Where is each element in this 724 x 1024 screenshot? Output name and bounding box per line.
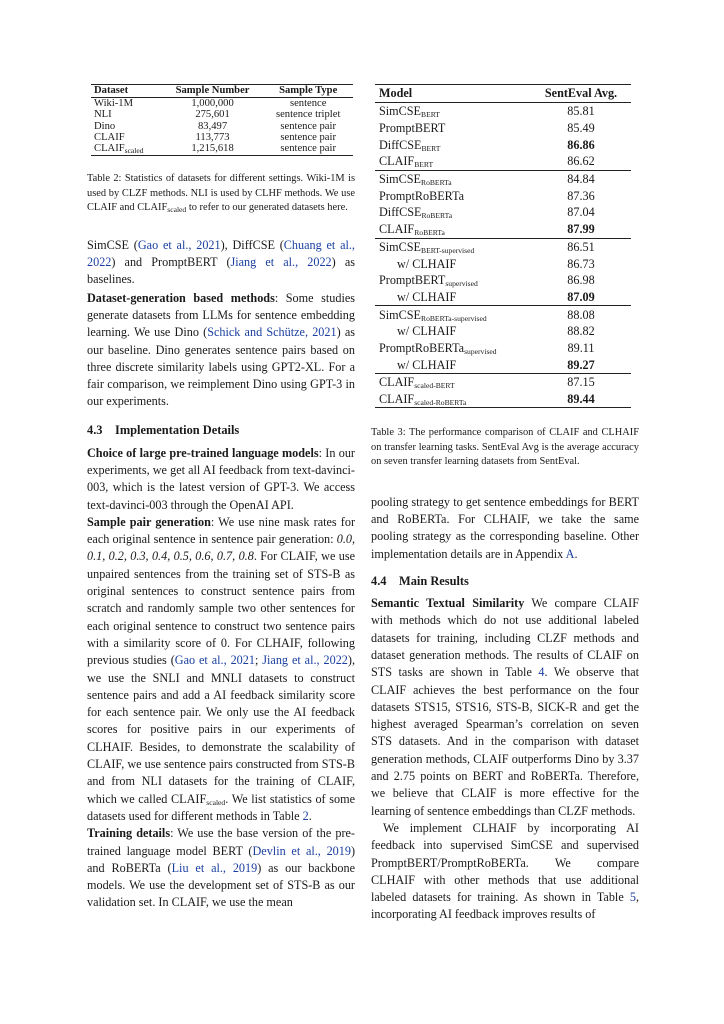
table-3 bbox=[375, 84, 631, 408]
table-row bbox=[375, 391, 631, 408]
table3-cell-model: SimCSE$_{RoBERTa}$ bbox=[375, 170, 531, 187]
table-row bbox=[375, 356, 631, 373]
paragraph-training-details: Training details: We use the base version of the pre-trained language model BERT (Devlin et al., 2019) and RoBERTa (Liu et al., 2019) as our backbone models. We use the development set of STS-B as our validation set. In CLAIF, we use the mean bbox=[87, 826, 356, 910]
table3-cell-avg: 89.44 bbox=[531, 391, 631, 408]
table3-cell-avg: 89.27 bbox=[567, 357, 595, 372]
paragraph-baselines: SimCSE (Gao et al., 2021), DiffCSE (Chuang et al., 2022) and PromptBERT (Jiang et al., 2022) as baselines. bbox=[87, 237, 355, 287]
table3-cell-model: PromptRoBERTa$_{supervised}$ bbox=[379, 340, 497, 356]
table2-cell-number: 113,773 bbox=[195, 131, 230, 143]
paragraph-pooling: pooling strategy to get sentence embeddings for BERT and RoBERTa. For CLHAIF, we take the same pooling strategy as the corresponding baseline. Other implementation details are in Appendix A. bbox=[371, 494, 639, 561]
table-row bbox=[91, 121, 353, 132]
table3-cell-avg: 89.11 bbox=[567, 340, 595, 355]
table3-header-model: Model bbox=[375, 85, 531, 103]
table3-cell-model: w/ CLHAIF bbox=[397, 324, 457, 339]
table3-cell-model: $CLAIF_{RoBERTa}$ bbox=[379, 222, 445, 238]
table3-cell-avg: 87.09 bbox=[567, 289, 595, 304]
table3-cell-model: w/ CLHAIF bbox=[397, 357, 457, 372]
citation-link[interactable]: Gao et al., 2021 bbox=[137, 237, 221, 252]
table-row bbox=[91, 109, 353, 120]
paragraph-clhaif: We implement CLHAIF by incorporating AI feedback into supervised SimCSE and supervised PromptBERT/PromptRoBERTa. We compare CLHAIF with other methods that use additional labeled datasets for training. As shown in Table 5, incorporating AI feedback improves results of bbox=[371, 820, 639, 922]
table-row bbox=[375, 187, 631, 204]
table3-cell-model: SimCSE$_{BERT-supervised}$ bbox=[375, 238, 531, 255]
table-row bbox=[375, 255, 631, 272]
table-row bbox=[91, 143, 353, 156]
table3-cell-avg: 86.98 bbox=[567, 273, 595, 288]
table-row bbox=[375, 272, 631, 289]
table3-cell-model: DiffCSE$_{BERT}$ bbox=[379, 137, 441, 153]
citation-link[interactable]: Liu et al., 2019 bbox=[171, 860, 258, 875]
appendix-link[interactable]: A bbox=[565, 546, 575, 561]
table-2 bbox=[91, 84, 353, 156]
table-row bbox=[375, 323, 631, 340]
table3-cell-avg: 86.73 bbox=[567, 256, 595, 271]
section-heading-4-3: 4.3 Implementation Details bbox=[87, 422, 240, 437]
citation-link[interactable]: Devlin et al., 2019 bbox=[252, 843, 351, 858]
table3-header-avg: SentEval Avg. bbox=[531, 85, 631, 103]
table3-cell-model: PromptBERT$_{supervised}$ bbox=[379, 273, 478, 289]
table2-caption: Table 2: Statistics of datasets for different settings. Wiki-1M is used by CLZF methods. NLI is used by CLHF methods. We use CLAIF and $CLAIF_{scaled}$ to refer to our generated datasets here. bbox=[87, 173, 355, 215]
table-row bbox=[375, 204, 631, 221]
table3-cell-avg: 87.36 bbox=[567, 188, 595, 203]
section-heading-4-4: 4.4 Main Results bbox=[371, 574, 469, 589]
citation-link[interactable]: Gao et al., 2021 bbox=[174, 653, 255, 668]
table-row bbox=[375, 306, 631, 323]
table3-cell-model: $CLAIF_{scaled-BERT}$ bbox=[375, 374, 531, 391]
table3-cell-model: SimCSE$_{RoBERTa-supervised}$ bbox=[375, 306, 531, 323]
table2-cell-dataset: Dino bbox=[94, 120, 116, 132]
table3-cell-model: PromptRoBERTa bbox=[379, 188, 465, 203]
table-row bbox=[375, 153, 631, 170]
table-ref-link[interactable]: 2 bbox=[302, 808, 309, 823]
table3-cell-avg: 85.49 bbox=[567, 121, 595, 136]
table3-cell-model: SimCSE$_{BERT}$ bbox=[379, 104, 440, 120]
table3-cell-avg: 86.62 bbox=[567, 154, 595, 169]
table-row bbox=[375, 170, 631, 187]
citation-link[interactable]: Jiang et al., 2022 bbox=[230, 255, 332, 270]
paragraph-sts: Semantic Textual Similarity We compare CLAIF with methods which do not use additional labeled datasets for training, including CLZF methods and dataset generation methods. The results of CLAIF on STS tasks are shown in Table 4. We observe that CLAIF achieves the best performance on the four datasets STS15, STS16, STS-B, SICK-R and get the highest averaged Spearman’s correlation on seven STS datasets. And in the comparison with dataset generation methods, CLAIF outperforms Dino by 3.37 and 2.75 points on BERT and RoBERTa. Therefore, we believe that CLAIF is more effective for the learning of sentence embeddings than CLZF methods. bbox=[371, 596, 639, 818]
table-row bbox=[375, 289, 631, 306]
paragraph-llm-choice: Choice of large pre-trained language models: In our experiments, we get all AI feedback from text-davinci-003, which is the latest version of GPT-3. We access text-davinci-003 through the OpenAI API. bbox=[87, 445, 355, 512]
table3-cell-model: PromptBERT bbox=[379, 121, 446, 136]
table3-cell-model: w/ CLHAIF bbox=[397, 256, 457, 271]
table2-cell-type: sentence pair bbox=[263, 143, 353, 156]
table2-cell-dataset: NLI bbox=[94, 109, 112, 121]
table-ref-link[interactable]: 5 bbox=[629, 890, 636, 905]
left-column bbox=[87, 84, 355, 912]
paragraph-dataset-generation: Dataset-generation based methods: Some studies generate datasets from LLMs for sentence embedding learning. We use Dino (Schick and Schütze, 2021) as our baseline. Dino generates sentence pairs based on three discrete similarity labels using GPT2-XL. For a fair comparison, we reimplement Dino using GPT-3 in our experiments. bbox=[87, 290, 355, 409]
table3-cell-avg: 84.84 bbox=[531, 170, 631, 187]
table2-cell-number: 1,000,000 bbox=[191, 98, 234, 110]
paragraph-sample-generation: Sample pair generation: We use nine mask rates for each original sentence in sentence pair generation: 0.0, 0.1, 0.2, 0.3, 0.4, 0.5, 0.6, 0.7, 0.8. For CLAIF, we use unpaired sentences from the training set of STS-B as original sentences to construct sentence pairs from scratch and randomly sample two other sentences for each original sentence to construct two sentence pairs with a similarity score of 0. For CLHAIF, following previous studies (Gao et al., 2021; Jiang et al., 2022), we use the SNLI and MNLI datasets to construct sentence pairs and add a AI feedback similarity score for each sentence pair. We only use the AI feedback scores for positive pairs in our experiments of CLHAIF. Besides, to demonstrate the scalability of CLAIF, we use sentence pairs constructed from STS-B and from NLI datasets for the training of CLAIF, which we called $CLAIF_{scaled}$. We list statistics of some datasets used for different methods in Table 2. bbox=[87, 514, 356, 823]
table2-cell-dataset: $CLAIF_{scaled}$ bbox=[91, 143, 162, 156]
table3-cell-avg: 87.99 bbox=[567, 222, 595, 237]
table2-cell-dataset: CLAIF bbox=[94, 131, 125, 143]
table2-header-type: Sample Type bbox=[263, 85, 353, 98]
table3-cell-model: $CLAIF_{scaled-RoBERTa}$ bbox=[375, 391, 531, 408]
table3-cell-avg: 87.04 bbox=[567, 205, 595, 220]
table-row bbox=[375, 340, 631, 357]
table-row bbox=[375, 120, 631, 137]
table-row bbox=[375, 136, 631, 153]
table3-cell-avg: 88.08 bbox=[531, 306, 631, 323]
table-row bbox=[375, 374, 631, 391]
table2-cell-number: 83,497 bbox=[197, 120, 228, 132]
table2-cell-type: sentence triplet bbox=[275, 109, 341, 121]
table-row bbox=[375, 221, 631, 238]
table3-cell-model: w/ CLHAIF bbox=[397, 289, 457, 304]
table2-cell-number: 275,601 bbox=[195, 109, 230, 121]
table3-cell-model: $CLAIF_{BERT}$ bbox=[379, 154, 434, 170]
table3-cell-avg: 86.86 bbox=[567, 137, 595, 152]
table-row bbox=[375, 238, 631, 255]
table2-cell-type: sentence pair bbox=[280, 120, 336, 132]
table-row bbox=[375, 103, 631, 120]
table3-cell-avg: 88.82 bbox=[567, 324, 595, 339]
table3-cell-avg: 87.15 bbox=[531, 374, 631, 391]
table3-caption: Table 3: The performance comparison of CLAIF and CLHAIF on transfer learning tasks. SentEval Avg is the average accuracy on seven transfer learning datasets from SentEval. bbox=[371, 427, 639, 468]
table3-body bbox=[375, 103, 631, 408]
table2-cell-dataset: Wiki-1M bbox=[94, 98, 134, 110]
right-column bbox=[371, 84, 639, 924]
table3-cell-avg: 86.51 bbox=[531, 238, 631, 255]
table3-cell-avg: 85.81 bbox=[567, 104, 595, 119]
table-row bbox=[91, 98, 353, 110]
table2-cell-type: sentence pair bbox=[280, 131, 336, 143]
citation-link[interactable]: Chuang et al., 2022 bbox=[87, 237, 355, 270]
table-row bbox=[91, 132, 353, 143]
table2-header-dataset: Dataset bbox=[91, 85, 162, 98]
citation-link[interactable]: Jiang et al., 2022 bbox=[262, 653, 348, 668]
table3-cell-model: DiffCSE$_{RoBERTa}$ bbox=[379, 205, 453, 221]
citation-link[interactable]: Schick and Schütze, 2021 bbox=[207, 325, 337, 340]
table2-cell-type: sentence bbox=[289, 98, 327, 110]
table-ref-link[interactable]: 4 bbox=[538, 665, 545, 680]
table2-header-number: Sample Number bbox=[162, 85, 264, 98]
table2-cell-number: 1,215,618 bbox=[162, 143, 264, 156]
